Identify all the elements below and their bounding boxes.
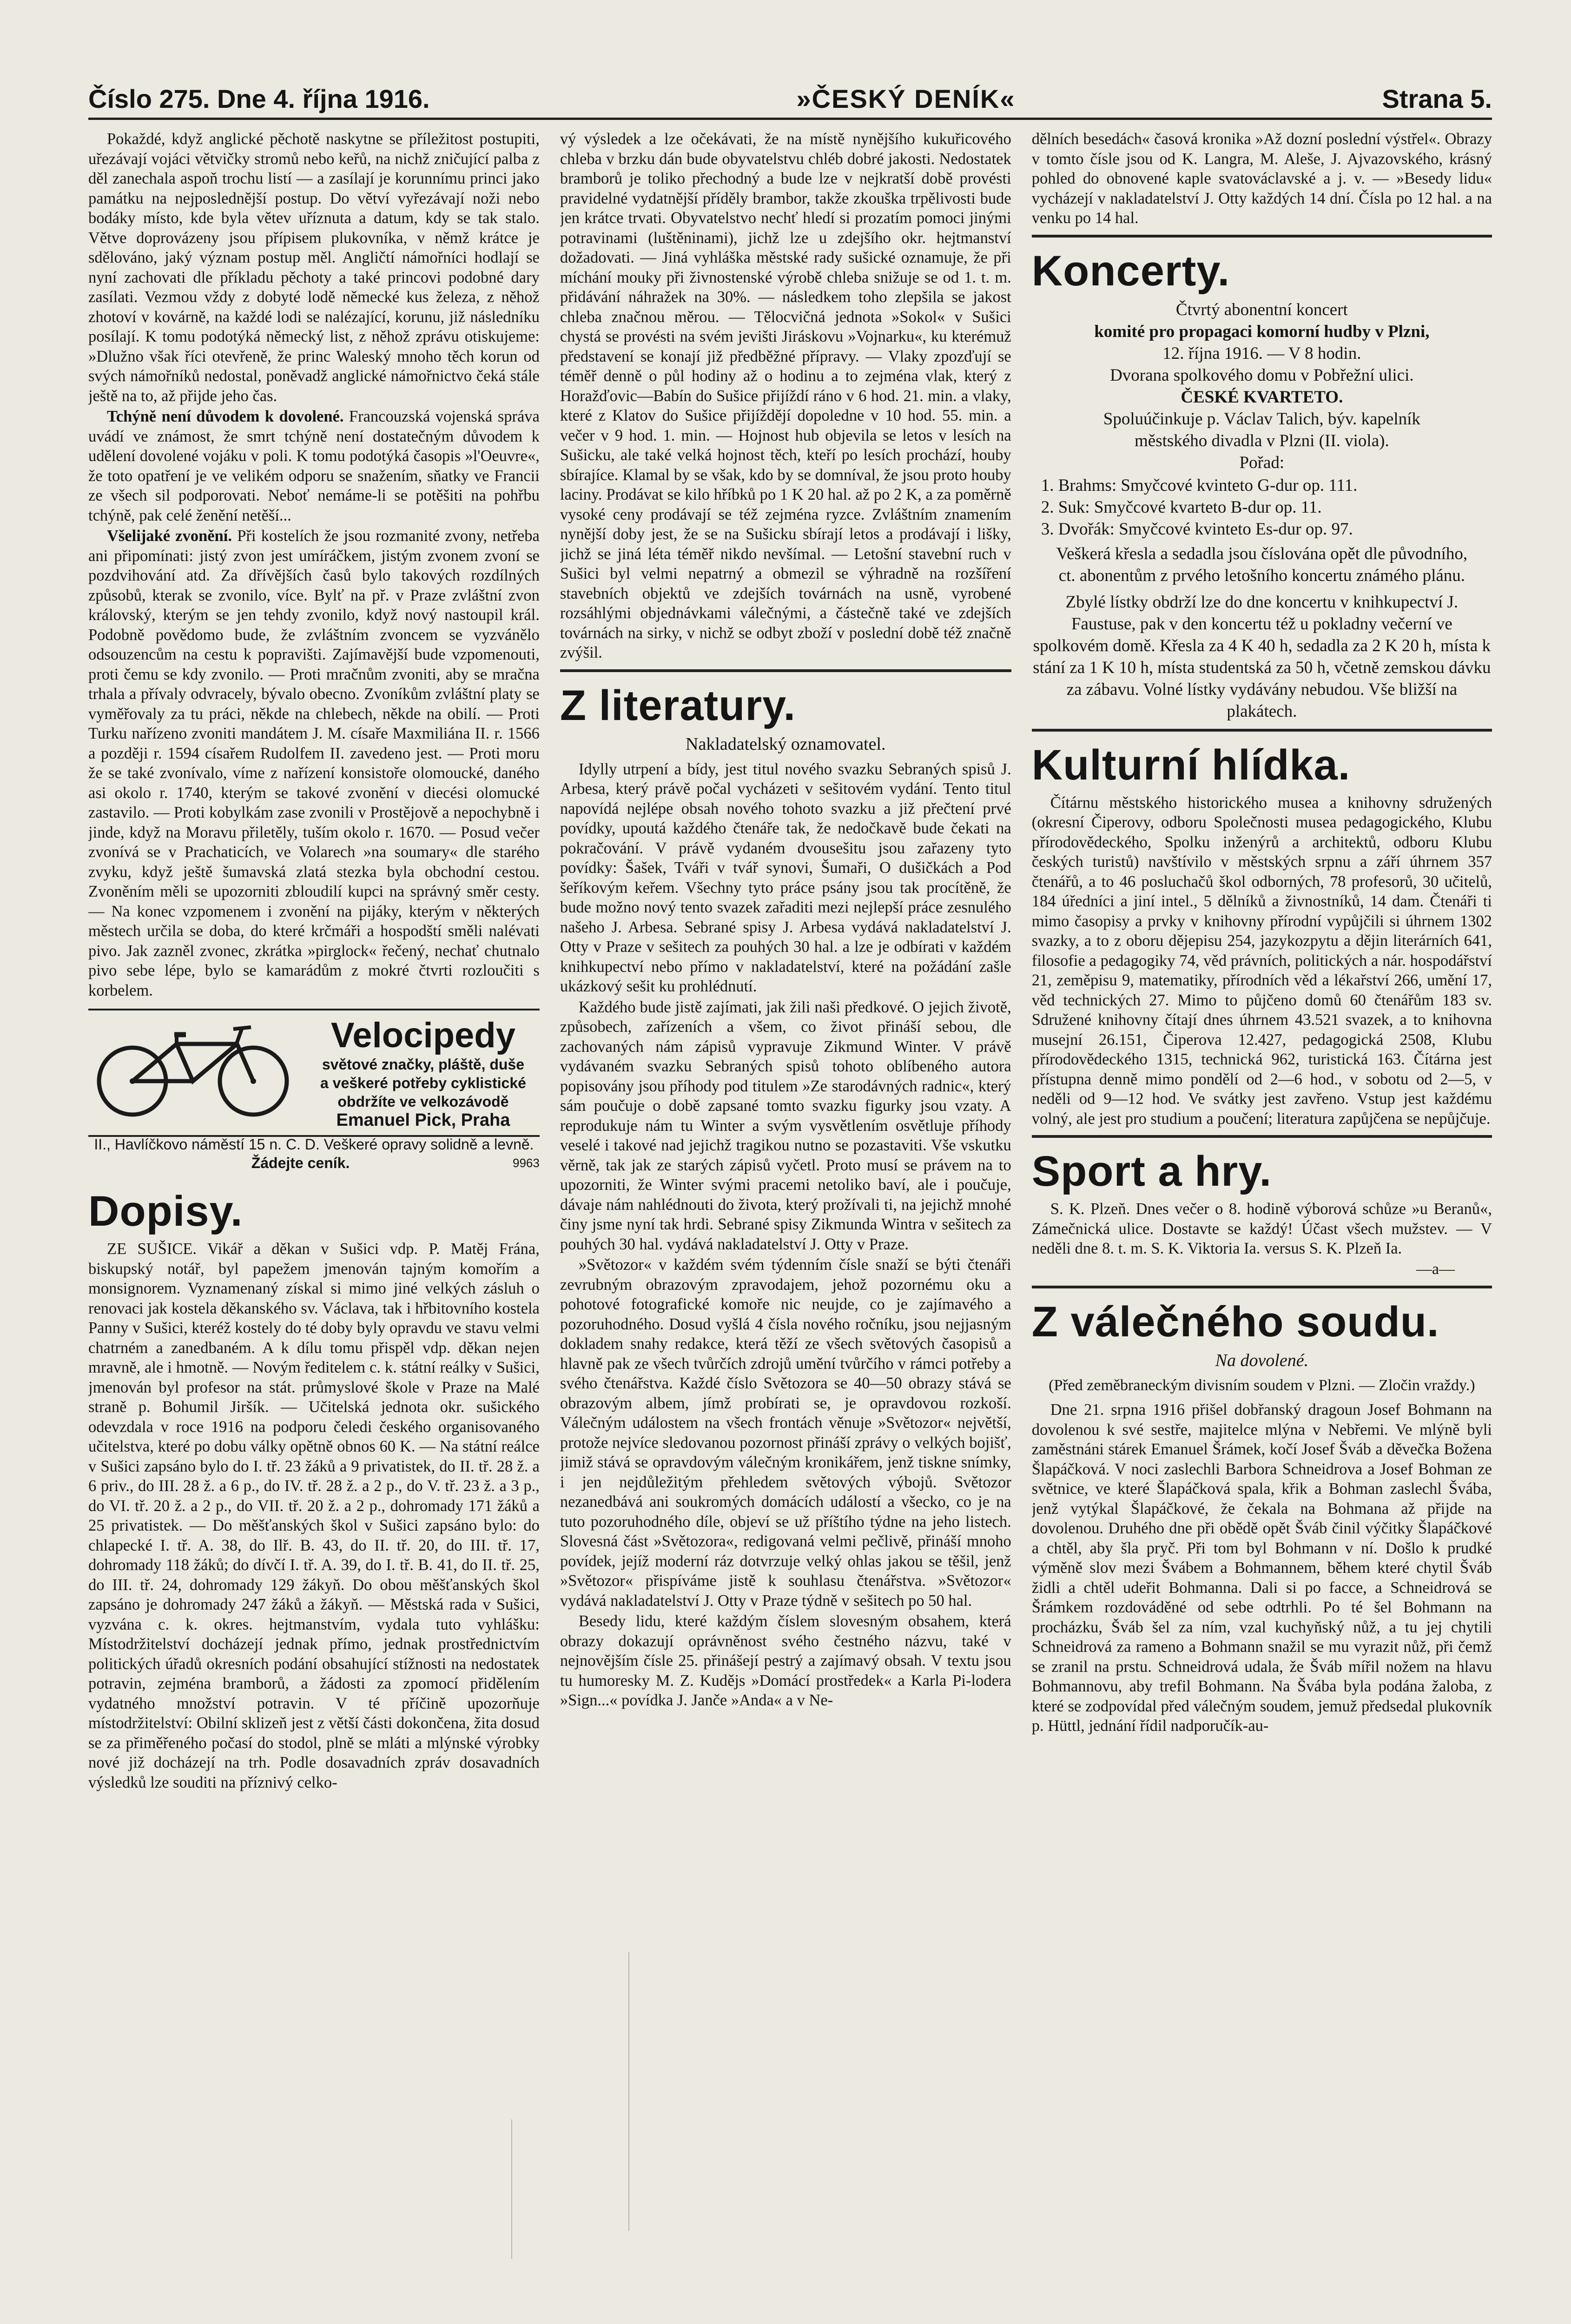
- page-number: Strana 5.: [1382, 84, 1492, 113]
- ad-company: Emanuel Pick, Praha: [336, 1110, 510, 1130]
- ad-line: a veškeré potřeby cyklistické obdržíte ve velkozávodě: [320, 1075, 526, 1110]
- signature: —a—: [1416, 1260, 1455, 1278]
- article-paragraph: »Světozor« v každém svém týdenním čísle snaží se býti čtenáři zevrubným obrazovým zpravodajem, jehož pozornému oku a pohotové fotografické komoře nic neujde, co je zajímavého a pozoruhodného. Dosud vyšlá 4 čísla nového ročníku, jsou nejjasným dokladem snahy redakce, která těží ze všech světových časopisů a hlavně pak ze všech tvůrčích zdrojů umění tvůrčího v rámci potřeby a svého čtenářstva. Každé číslo Světozora se 40—50 obrazy stává se obrazovým albem, jímž probírati se, je opravdovou rozkoší. Válečným událostem na všech frontách věnuje »Světozor« největší, protože nejvíce sledovanou pozornost přináší zprávy o velkých bojišť, jimiž stává se opravdovým válečným kronikářem, jenž tiskne snímky, i jen nejdůležitým přehledem světových výbojů. Světozor nezanedbává ani soukromých domácích událostí a všecko, co je na tuto pozoruhodného díle, objeví se už příštího týdne na jeho listech. Slovesná část »Světozora«, redigovaná velmi pečlivě, přináší mnoho povídek, jejíž moderní ráz dotvrzuje velký ohlas jakou se těšil, jenž »Světozor« přispíváme jistě k souhlasu čtenářstva. »Světozor« vydává nakladatelství J. Otty v Praze týdně v sešitech po 50 hal.: [560, 1256, 1011, 1610]
- section-heading-sport: Sport a hry.: [1031, 1148, 1272, 1195]
- bicycle-icon: [88, 1016, 297, 1118]
- column-2: [560, 129, 1011, 2267]
- concert-line: Čtvrtý abonentní koncert: [1175, 300, 1348, 319]
- concert-tickets: Zbylé lístky obdrží lze do dne koncertu v knihkupectví J. Faustuse, pak v den koncertu též u pokladny večerní ve spolkovém domě. Křesla za 4 K 40 h, sedadla za 2 K 20 h, místa k stání za 1 K 10 h, místa studentská za 50 h, včetně zemskou dávku za zábavu. Volné lístky vydávány nebudou. Vše bližší na plakátech.: [1033, 592, 1491, 721]
- concert-program-heading: Pořad:: [1239, 453, 1285, 472]
- column-3: [1032, 129, 1492, 2267]
- ad-address: [88, 1135, 540, 1178]
- ad-line: světové značky, pláště, duše: [322, 1056, 525, 1073]
- article-paragraph: Čítárnu městského historického musea a knihovny sdružených (okresní Čiperovy, odboru Společnosti musea pedagogického, Klubu přírodovědeckého, Spolku inženýrů a architektů, odboru Klubu českých turistů) navštívilo v městských srpnu a září úhrnem 357 čtenářů, a to 46 posluchačů škol odborných, 78 profesorů, 30 učitelů, 184 úředníci a jiní intel., 5 dělníků a živnostníků, 14 dam. Čtenáři ti mimo časopisy a prvky v knihovny přírodní vypůjčili si úhrnem 1302 svazky, a to z oboru dějepisu 254, jazykozpytu a dějin literárních 641, filosofie a pedagogiky 74, věd právních, politických a nár. hospodářství 21, zeměpisu 9, matematiky, přírodních věd a lékařství 266, umění 17, věd technických 27. Mimo to půjčeno domů 60 čtenářům 183 sv. Sdružené knihovny čítají dnes úhrnem 43.521 svazek, a to knihovna musejní 26.151, Čiperova 12.427, pedagogická 2508, Klubu přírodovědeckého 1315, technická 962, turistická 163. Čítárna jest přístupna denně mimo pondělí od 2—6 hod., v sobotu od 2—5, v neděli od 9—12 hod. Ve svátky jest zavřeno. Vstup jest každému volný, ale jest pro studium a poučení; literatura zapůjčena se nepůjčuje.: [1031, 793, 1492, 1128]
- ad-code: 9963: [513, 1156, 540, 1170]
- section-divider: [1032, 235, 1492, 238]
- issue-date: Číslo 275. Dne 4. října 1916.: [88, 84, 430, 113]
- section-divider: [1032, 1135, 1492, 1138]
- concert-line: komité pro propagaci komorní hudby v Plzni,: [1094, 322, 1430, 341]
- section-subheading: (Před zeměbraneckým divisním soudem v Plzni. — Zločin vraždy.): [1049, 1377, 1475, 1394]
- ad-cta: Žádejte ceník.: [251, 1155, 350, 1171]
- section-heading-literatura: Z literatury.: [560, 681, 796, 729]
- article-paragraph: Besedy lidu, které každým číslem slovesným obsahem, která obrazy dokazují oprávněnost svého čestného názvu, také v nejnovějším čísle 25. přinášejí pestrý a zajímavý obsah. V textu jsou tu humoresky M. Z. Kudějs »Domácí prostředek« a Karla Pi-lodera »Sign...« povídka J. Janče »Anda« a v Ne-: [560, 1612, 1011, 1709]
- columns: [88, 129, 1492, 2267]
- article-paragraph: Pokaždé, když anglické pěchotě naskytne se příležitost postupiti, uřezávají vojáci větvičky stromů nebo keřů, na nichž zničující palba z děl zanechala aspoň trochu listí — a zasílají je korunnímu princi jako památku na nejposlednější postup. Do větví vyřezávají noži nebo bodáky místo, kde byla větev uříznuta a datum, kdy se tak stalo. Větve doprovázeny jsou přípisem plukovníka, v němž krátce je sdělováno, jaký význam postup měl. Angličtí námořníci hodlají se nyní zachovati dle příkladu pěchoty a také princovi podobné dary zasílati. Vezmou vždy z dobyté lodě německé kus železa, z něhož zhotoví v kovárně, na každé lodi se nalézající, korunu, již následníku posílají. K tomu podotýká německý list, z něhož zprávu otiskujeme: »Dlužno však říci otevřeně, že princ Waleský mnoho těch korun od svých námořníků nedostal, poněvadž anglické námořnictvo čeká stále ještě na to, až přijde jeho čas.: [88, 130, 540, 405]
- column-1: [88, 129, 540, 2267]
- article-text: Francouzská vojenská správa uvádí ve známost, že smrt tchýně není dostatečným důvodem k udělení dovolené vojáku v poli. K tomu podotýká časopis »l'Oeuvre«, že toto opatření je ve velikém odporu se snažením, sňatky ve Francii ze všech sil podporovati. Neboť nemáme-li se potěšiti na pohřbu tchýně, pak celé ženění netěší...: [88, 408, 540, 524]
- bicycle-advertisement: [88, 1009, 540, 1137]
- section-divider: [1032, 1286, 1492, 1288]
- program-item: 2. Suk: Smyčcové kvarteto B-dur op. 11.: [1041, 497, 1322, 517]
- article-paragraph: Dne 21. srpna 1916 přišel dobřanský dragoun Josef Bohmann na dovolenou k své sestře, majitelce mlýna v Nebřemi. Ve mlýně byli zaměstnáni stárek Emanuel Šrámek, kočí Josef Šváb a děvečka Božena Šlapáčková. V noci zaslechli Barbora Schneidrova a Josef Bohman ze světnice, ve které Šlapáčková spala, křik a Bohman zaslechl Švába, jenž vytýkal Šlapáčkové, že čekala na Bohmana až přijde na dovolenou. Druhého dne při obědě opět Šváb činil výčitky Šlapáčkové a chtěl, aby šla pryč. Při tom byl Bohmann v ní. Došlo k prudké výměně slov mezi Švábem a Bohmannem, během které chytil Šváb židli a chtěl udeřit Bohmanna. Dali si po facce, a Schneidrová se Šrámkem rozdováděné od sebe odtrhli. Po té šel Bohmann na procházku, Šváb šel za ním, vzal kuchyňský nůž, a tu jej chytili Schneidrová za rameno a Bohmann snažil se mu vyrazit nůž, při čemž se zranil na prstu. Schneidrová udala, že Šváb mířil nožem na hlavu Bohmannovu, aby trefil Bohmann. Na Švába byla podána žaloba, z které se zodpovídal před válečným soudem, jemuž předsedal plukovník p. Hüttl, jednání řídil nadporučík-au-: [1031, 1401, 1492, 1735]
- concert-line: Spoluúčinkuje p. Václav Talich, býv. kapelník: [1103, 409, 1420, 429]
- scan-scratch: [511, 2119, 512, 2259]
- ad-line: II., Havlíčkovo náměstí 15 n. C. D. Veškeré opravy solidně a levně.: [94, 1136, 534, 1153]
- section-heading-kulturni: Kulturní hlídka.: [1031, 741, 1351, 789]
- section-heading-koncerty: Koncerty.: [1031, 247, 1230, 295]
- article-paragraph: ZE SUŠICE. Vikář a děkan v Sušici vdp. P. Matěj Frána, biskupský notář, byl papežem jmenován tajným komořím a monsignorem. Vyznamenaný získal si mimo jiné velkých zásluh o renovaci jak kostela děkanského sv. Václava, tak i hřbitovního kostela Panny v Sušici, kteréž kostely do té doby byly opravdu ve stavu velmi chatrném a zanedbaném. A k dílu tomu přispěl vdp. děkan nejen mravně, ale i hmotně. — Novým ředitelem c. k. státní reálky v Sušici, jmenován byl profesor na stát. průmyslové škole v Praze na Malé straně p. Bohumil Jiršík. — Učitelská jednota okr. sušického odevzdala v roce 1916 na podporu čeledi českého organisovaného učitelstva, které po dobu války opětně obnos 60 K. — Na státní reálce v Sušici zapsáno bylo do I. tř. 23 žáků a 9 privatistek, do II. tř. 28 ž. a 6 priv., do III. 28 ž. a 6 p., do IV. tř. 28 ž. a 2 p., do V. tř. 23 ž. a 3 p., do VI. tř. 20 ž. a 2 p., do VII. tř. 20 ž. a 2 p., dohromady 171 žáků a 25 privatistek. — Do měšťanských škol v Sušici zapsáno bylo: do chlapecké I. tř. A. 38, do Ilř. B. 43, do II. tř. 20, do III. tř. 17, dohromady 118 žáků; do dívčí I. tř. A. 39, do I. tř. B. 41, do II. tř. 25, do III. tř. 24, dohromady 129 žákyň. Do obou měšťanských škol zapsáno je dohromady 247 žáků a žákyň. — Městská rada v Sušici, vyzvána c. k. okres. hejtmanstvím, vydala tuto vyhlášku: Místodržitelství docházejí jednak přímo, jednak prostřednictvím politických úřadů okresních podání obsahující stížnosti na nedostatek potravin, zejména bramborů, a žádosti za zpomocí přidělením vydatného množství potravin. V té příčině upozorňuje místodržitelství: Obilní sklizeň jest z větší části dokončena, žita dosud se za přiměřeného počasí do stodol, plně se mláti a mlýnské výrobky nové již docházejí na trh. Podle dosavadních zpráv dosavadních výsledků lze souditi na příznivý celko-: [88, 1240, 540, 1791]
- concert-seating-note: Veškerá křesla a sedadla jsou číslována opět dle původního, ct. abonentům z prvého letošního koncertu známého plánu.: [1056, 544, 1468, 585]
- article-paragraph: S. K. Plzeň. Dnes večer o 8. hodině výborová schůze »u Beranů«, Zámečnická ulice. Dostavte se každý! Účast všech mužstev. — V neděli dne 8. t. m. S. K. Viktoria Ia. versus S. K. Plzeň Ia.: [1031, 1200, 1492, 1257]
- article-paragraph: dělních besedách« časová kronika »Až dozní poslední výstřel«. Obrazy v tomto čísle jsou od K. Langra, M. Aleše, J. Ajvazovského, krásný pohled do obnovené kaple svatováclavské a j. v. — »Besedy lidu« vycházejí v nakladatelství J. Otty každých 14 dní. Čísla po 12 hal. a na venku po 14 hal.: [1031, 130, 1492, 227]
- article-heading-inline: Tchýně není důvodem k dovolené.: [107, 408, 344, 425]
- article-heading-inline: Všelijaké zvonění.: [107, 527, 232, 545]
- section-heading-dopisy: Dopisy.: [88, 1188, 243, 1235]
- article-text: Při kostelích že jsou rozmanité zvony, netřeba ani připomínati: jistý zvon jest umíráčkem, jistým zvonem zvoní se pozdvihování atd. Za dřívějších časů bylo takových rozdílných způsobů, kterak se zvonilo, více. Bylť na př. v Praze zvláštní zvon královský, kterým se jen tehdy zvonilo, když nový nastoupil král. Podobně povědomo bude, že zvláštním zvoncem se vyzvánělo odsouzencům na cestu k popravišti. Zajímavější bude vzpomenouti, proti čemu se kdy zvonilo. — Proti mračnům zvoniti, aby se mračna trhala a přívaly odvracely, bývalo obecno. Zvoníkům zvláštní platy se vyměřovaly za tu práci, někde na chlebech, někde na obilí. — Proti Turku nařízeno zvoniti mandátem J. M. císaře Maxmiliána II. r. 1566 a později r. 1594 císařem Rudolfem II. zavedeno jest. — Proti moru že se také zvonívalo, víme z nařízení konsistoře olomoucké, daného asi okolo r. 1740, kterým se takové zvonění v diecési olomucké zastavilo. — Proti kobylkám zase zvonili v Prostějově a nepochybně i jinde, když na Moravu přiletěly, tuším okolo r. 1670. — Posud večer zvonívá se v Prachaticích, ve Volarech »na soumary« dle starého zvyku, když ještě šumavská zlatá stezka byla obchodní cestou. Zvoněním měli se upozorniti zbloudilí kupci na správný směr cesty. — Na konec vzpomenem i zvonění na pijáky, kterým v některých městech určila se doba, do které krčmáři a hospodští směli nalévati pivo. Jak zazněl zvonec, zkrátka »pirglock« řečený, nechať chutnalo pivo sebe lépe, bylo se kamarádům z mokré čtvrti rozloučiti s korbelem.: [88, 527, 540, 999]
- section-heading-valecny-soud: Z válečného soudu.: [1031, 1298, 1439, 1346]
- concert-program: [1041, 475, 1492, 540]
- article-paragraph: Každého bude jistě zajímati, jak žili naši předkové. O jejich životě, způsobech, zařízeních a všem, co život přináší sebou, dle zachovaných nám zápisů vypravuje Zikmund Winter. V právě vydávaném svazku Sebraných spisů tohoto oblíbeného autora popisovány jsou příhody pod titulem »Ze starodávných radnic«, který sám poučuje o době zapsané tomto svazku figurky jsou vzaty. A reprodukuje nám tu Winter a svým vysvětlením osvětluje příhody veselé i takové nad jejichž tragikou nutno se pozastaviti. Vše vskutku věrně, tak jak ze starých zápisů vyčetl. Proto musí se právem na to upozorniti, že Winter svými pracemi netoliko baví, ale i poučuje, dávaje nám nahlédnouti do života, který prožívali ti, na jejichž mnohé činy jsme nyní tak hrdi. Sebrané spisy Zikmunda Wintra v sešitech za pouhých 30 hal. vydává nakladatelství J. Otty v Praze.: [560, 998, 1011, 1253]
- concert-notice: [1032, 299, 1492, 474]
- concert-line: Dvorana spolkového domu v Pobřežní ulici.: [1110, 365, 1414, 385]
- article-paragraph: [88, 526, 540, 1000]
- scan-scratch: [628, 1952, 629, 2231]
- section-subheading: Na dovolené.: [1215, 1351, 1309, 1370]
- article-paragraph: vý výsledek a lze očekávati, že na místě nynějšího kukuřicového chleba v brzku dán bude obyvatelstvu chléb dobré jakosti. Nedostatek bramborů je toliko přechodný a bude lze v nejkratší době provésti pravidelné vydatnější příděly brambor, takže zkouška trpělivosti bude jen krátce trvati. Obyvatelstvo nechť hledí si prozatím pomoci jinými potravinami (luštěninami), jichž lze u zdejšího okr. hejtmanství dožadovati. — Jiná vyhláška městské rady sušické oznamuje, že při míchání mouky při živnostenské výrobě chleba snižuje se od 1. t. m. přidávání náhražek na 30%. — následkem toho zlepšila se jakost chleba značnou měrou. — Tělocvičná jednota »Sokol« v Sušici chystá se provésti na svém jevišti Jiráskovu »Vojnarku«, ku kterémuž představení se konají již předběžné přípravy. — Vlaky zpozďují se téměř denně o půl hodiny až o hodinu a to zejména vlak, který z Horažďovic—Babín do Sušice přijíždí ráno v 6 hod. 21. min. a vlaky, které z Klatov do Sušice přijíždějí dopoledne v 10 hod. 55. min. a večer v 9 hod. 1. min. — Hojnost hub objevila se letos v lesích na Sušicku, ale také velká hojnost těch, kteří po lesích prochází, houby sbírajíce. Klamal by se však, kdo by se domníval, že jsou proto houby laciny. Prodávat se kilo hříbků po 1 K 20 hal. až po 2 K, a za poměrně vysoké ceny prodávají se též zejména ryzce. Zvláštním znamením nynější doby jest, že se na Sušicku sbírají letos a prodávají i lišky, jichž se jiná léta téměř nikdo nevšímal. — Letošní stavební ruch v Sušici byl velmi nepatrný a obmezil se výhradně na rozšíření stavebních objektů ve zdejších továrnách na usně, vyrobené rozsáhlými objednávkami válečnými, a částečně také ve zdejších továrnách na sirky, v nichž se odbyt zboží v poslední době též značně zvýšil.: [560, 130, 1011, 661]
- program-item: 1. Brahms: Smyčcové kvinteto G-dur op. 111.: [1041, 475, 1358, 495]
- program-item: 3. Dvořák: Smyčcové kvinteto Es-dur op. 97.: [1041, 519, 1353, 539]
- section-divider: [560, 669, 1011, 672]
- concert-line: 12. října 1916. — V 8 hodin.: [1162, 343, 1361, 363]
- section-divider: [1032, 729, 1492, 732]
- newspaper-title: »ČESKÝ DENÍK«: [796, 84, 1016, 113]
- concert-ensemble: ČESKÉ KVARTETO.: [1181, 387, 1343, 407]
- concert-line: městského divadla v Plzni (II. viola).: [1135, 431, 1389, 450]
- masthead: [88, 84, 1492, 120]
- ad-footer: [88, 1154, 540, 1172]
- ad-title: Velocipedy: [330, 1016, 515, 1055]
- article-paragraph: [88, 407, 540, 525]
- section-subheading: Nakladatelský oznamovatel.: [686, 734, 886, 754]
- article-paragraph: Idylly utrpení a bídy, jest titul nového svazku Sebraných spisů J. Arbesa, který právě počal vycházeti v sešitovém vydání. Tento titul napovídá nejlépe obsah nového tohoto svazku a již přečtení prvé povídky, upoutá každého čtenáře tak, že nedočkavě bude čekati na pokračování. V právě vydaném dvousešitu jsou zařazeny tyto povídky: Šašek, Tváři v tvář synovi, Šumaři, O dušičkách a Pod šeříkovým keřem. Všechny tyto práce psány jsou tak procítěně, že bude možno nový tento svazek zařaditi mezi nejlepší práce zesnulého našeho J. Arbesa. Sebrané spisy J. Arbesa vydává nakladatelství J. Otty v Praze v sešitech za pouhých 30 hal. a lze je odbírati v každém knihkupectví nebo přímo v nakladatelství, které na požádání zašle ukázkový sešit ku prohlédnutí.: [560, 760, 1011, 995]
- ad-text: [307, 1016, 540, 1129]
